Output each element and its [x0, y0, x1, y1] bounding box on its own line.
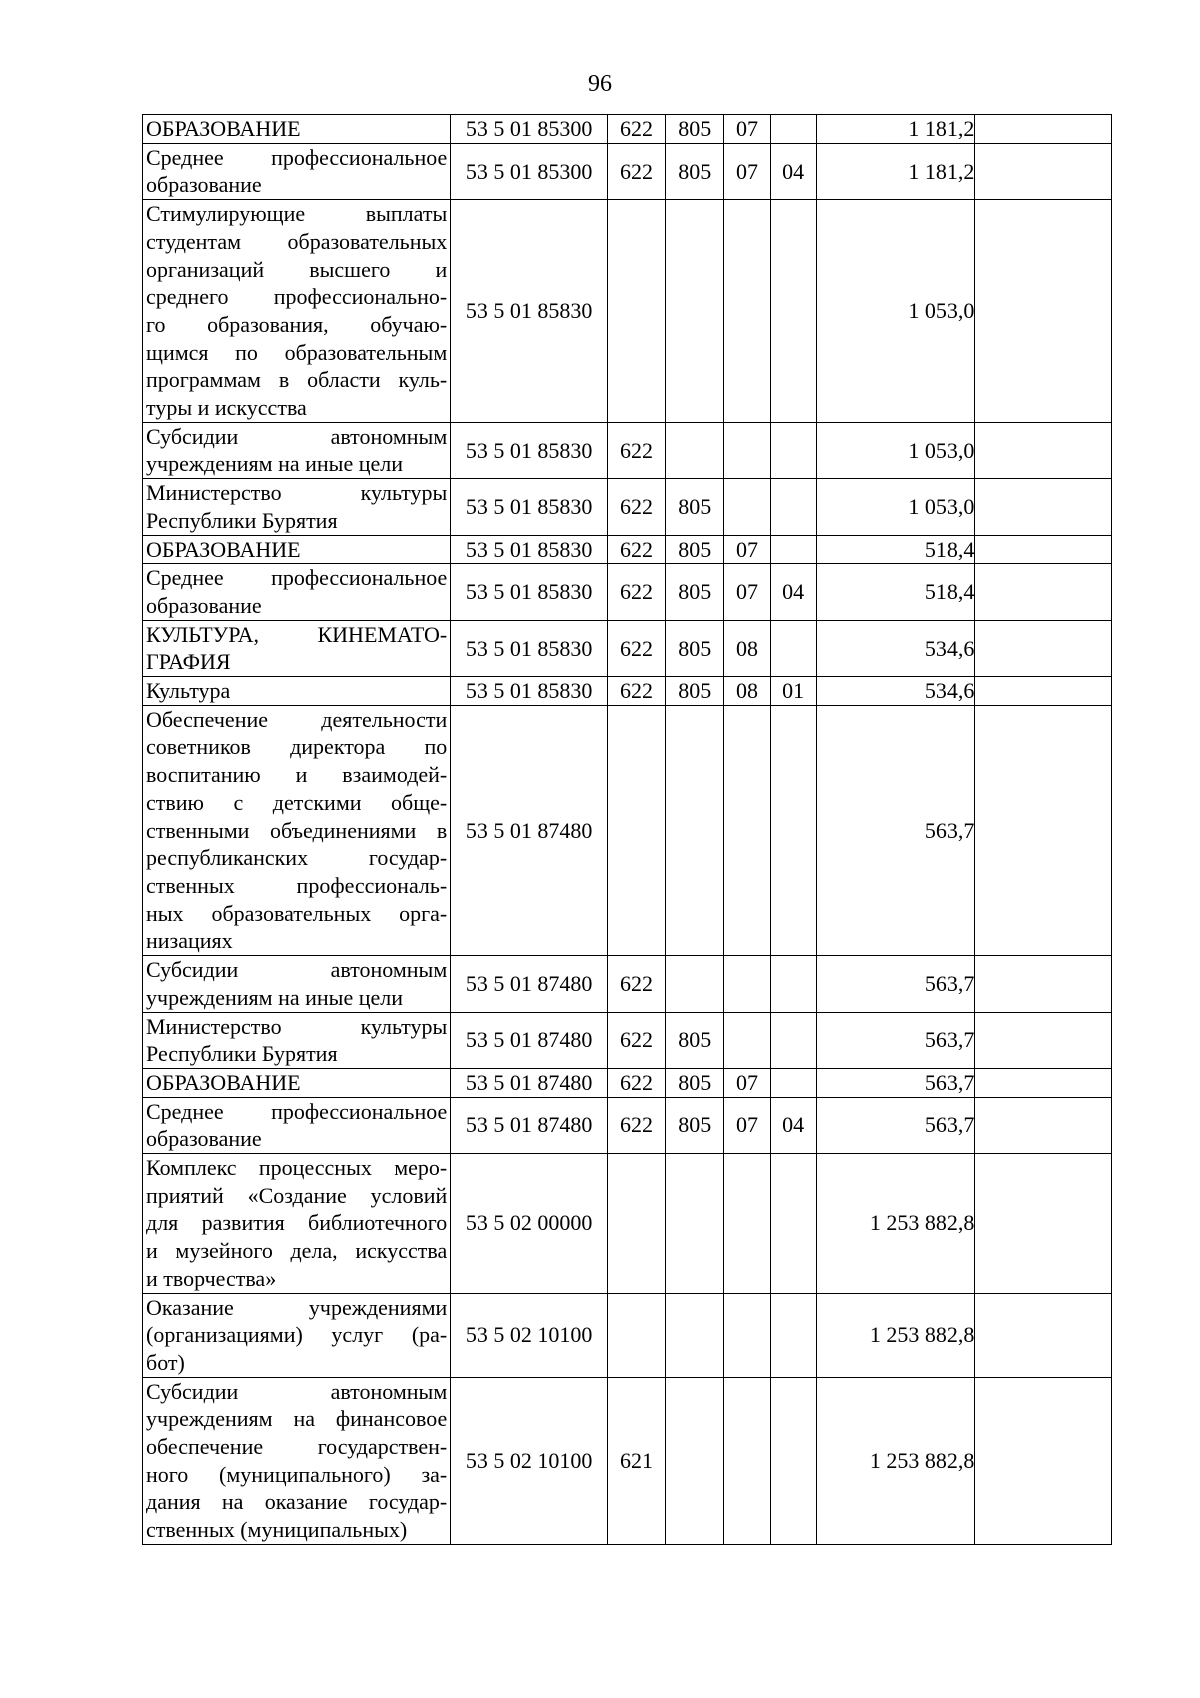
table-row [143, 1097, 1112, 1153]
item-name-line: ОБРАЗОВАНИЕ [146, 1069, 301, 1095]
subsection-cell: 04 [770, 564, 816, 620]
target-article-cell: 53 5 01 87480 [451, 1068, 608, 1097]
item-name-line: учреждениям на финансовое [146, 1406, 448, 1432]
target-article-cell: 53 5 01 85300 [451, 115, 608, 144]
section-cell [724, 705, 770, 955]
section-cell: 08 [724, 620, 770, 676]
empty-cell [975, 677, 1112, 706]
empty-cell [975, 1154, 1112, 1294]
item-name-line: воспитанию и взаимодей- [146, 762, 448, 788]
subsection-cell [770, 1012, 816, 1068]
administrator-code-cell: 805 [666, 115, 724, 144]
administrator-code-cell: 805 [666, 1068, 724, 1097]
item-name-cell [143, 115, 451, 144]
empty-cell [975, 956, 1112, 1012]
item-name-line: Культура [146, 678, 231, 704]
administrator-code-cell [666, 1377, 724, 1544]
item-name-line: и музейного дела, искусства [146, 1238, 448, 1264]
expense-type-cell: 622 [607, 422, 665, 478]
item-name-cell [143, 143, 451, 199]
table-row [143, 535, 1112, 564]
administrator-code-cell [666, 1293, 724, 1377]
administrator-code-cell [666, 422, 724, 478]
amount-cell: 563,7 [816, 1068, 975, 1097]
item-name-line: программам в области куль- [146, 367, 448, 393]
empty-cell [975, 1377, 1112, 1544]
target-article-cell: 53 5 01 87480 [451, 1012, 608, 1068]
amount-cell: 534,6 [816, 620, 975, 676]
section-cell [724, 200, 770, 423]
item-name-line: низациях [146, 928, 233, 954]
subsection-cell [770, 200, 816, 423]
item-name-cell [143, 1012, 451, 1068]
section-cell [724, 1154, 770, 1294]
subsection-cell [770, 115, 816, 144]
target-article-cell: 53 5 02 10100 [451, 1293, 608, 1377]
subsection-cell [770, 1068, 816, 1097]
administrator-code-cell [666, 1154, 724, 1294]
item-name-line: го образования, обучаю- [146, 311, 448, 337]
subsection-cell [770, 479, 816, 535]
expense-type-cell: 622 [607, 620, 665, 676]
empty-cell [975, 535, 1112, 564]
item-name-cell [143, 535, 451, 564]
item-name-line: советников директора по [146, 734, 448, 760]
expense-type-cell [607, 200, 665, 423]
item-name-line: образование [146, 1126, 262, 1152]
section-cell [724, 1012, 770, 1068]
item-name-line: Среднее профессиональное [146, 1098, 448, 1124]
table-row [143, 422, 1112, 478]
empty-cell [975, 422, 1112, 478]
item-name-line: ОБРАЗОВАНИЕ [146, 536, 301, 562]
subsection-cell [770, 956, 816, 1012]
item-name-line: ОБРАЗОВАНИЕ [146, 116, 301, 141]
item-name-line: Комплекс процессных меро- [146, 1155, 448, 1181]
table-row [143, 956, 1112, 1012]
expense-type-cell: 622 [607, 677, 665, 706]
administrator-code-cell [666, 705, 724, 955]
table-row [143, 1012, 1112, 1068]
target-article-cell: 53 5 01 85300 [451, 143, 608, 199]
subsection-cell [770, 1377, 816, 1544]
item-name-cell [143, 620, 451, 676]
section-cell: 07 [724, 1068, 770, 1097]
item-name-cell [143, 200, 451, 423]
target-article-cell: 53 5 01 85830 [451, 200, 608, 423]
administrator-code-cell: 805 [666, 1097, 724, 1153]
subsection-cell [770, 705, 816, 955]
item-name-cell [143, 677, 451, 706]
item-name-line: бот) [146, 1349, 185, 1375]
empty-cell [975, 564, 1112, 620]
target-article-cell: 53 5 01 85830 [451, 677, 608, 706]
administrator-code-cell [666, 200, 724, 423]
item-name-line: (организациями) услуг (ра- [146, 1322, 448, 1348]
item-name-line: Субсидии автономным [146, 957, 448, 983]
item-name-line: КУЛЬТУРА, КИНЕМАТО- [146, 621, 448, 647]
target-article-cell: 53 5 01 85830 [451, 564, 608, 620]
table-row [143, 705, 1112, 955]
item-name-line: Субсидии автономным [146, 1378, 448, 1404]
amount-cell: 563,7 [816, 1012, 975, 1068]
subsection-cell [770, 1293, 816, 1377]
item-name-line: Обеспечение деятельности [146, 706, 448, 732]
amount-cell: 518,4 [816, 564, 975, 620]
empty-cell [975, 1097, 1112, 1153]
empty-cell [975, 200, 1112, 423]
item-name-line: Оказание учреждениями [146, 1294, 448, 1320]
empty-cell [975, 1293, 1112, 1377]
table-row [143, 564, 1112, 620]
table-row [143, 1154, 1112, 1294]
administrator-code-cell: 805 [666, 620, 724, 676]
item-name-line: Среднее профессиональное [146, 144, 448, 170]
expense-type-cell: 622 [607, 115, 665, 144]
subsection-cell [770, 535, 816, 564]
table-row [143, 1068, 1112, 1097]
item-name-line: ствию с детскими обще- [146, 789, 448, 815]
expense-type-cell: 622 [607, 535, 665, 564]
administrator-code-cell: 805 [666, 564, 724, 620]
item-name-cell [143, 422, 451, 478]
target-article-cell: 53 5 02 10100 [451, 1377, 608, 1544]
amount-cell: 563,7 [816, 956, 975, 1012]
item-name-line: республиканских государ- [146, 845, 448, 871]
section-cell: 07 [724, 115, 770, 144]
subsection-cell [770, 620, 816, 676]
expense-type-cell: 622 [607, 956, 665, 1012]
amount-cell: 1 253 882,8 [816, 1154, 975, 1294]
target-article-cell: 53 5 01 85830 [451, 479, 608, 535]
item-name-cell [143, 1097, 451, 1153]
item-name-line: туры и искусства [146, 395, 307, 421]
item-name-cell [143, 1377, 451, 1544]
empty-cell [975, 1068, 1112, 1097]
table-row [143, 200, 1112, 423]
item-name-line: приятий «Создание условий [146, 1182, 448, 1208]
section-cell: 07 [724, 535, 770, 564]
item-name-line: дания на оказание государ- [146, 1489, 448, 1515]
table-row [143, 1293, 1112, 1377]
empty-cell [975, 115, 1112, 144]
expense-type-cell: 622 [607, 1068, 665, 1097]
section-cell [724, 956, 770, 1012]
target-article-cell: 53 5 01 85830 [451, 620, 608, 676]
administrator-code-cell: 805 [666, 677, 724, 706]
expense-type-cell: 622 [607, 479, 665, 535]
item-name-line: Субсидии автономным [146, 423, 448, 449]
amount-cell: 563,7 [816, 705, 975, 955]
item-name-line: обеспечение государствен- [146, 1434, 448, 1460]
amount-cell: 1 053,0 [816, 479, 975, 535]
page-number: 96 [588, 71, 612, 97]
subsection-cell [770, 1154, 816, 1294]
table-row [143, 677, 1112, 706]
subsection-cell: 04 [770, 143, 816, 199]
empty-cell [975, 705, 1112, 955]
amount-cell: 1 181,2 [816, 143, 975, 199]
item-name-cell [143, 705, 451, 955]
amount-cell: 1 053,0 [816, 422, 975, 478]
item-name-line: ных образовательных орга- [146, 900, 448, 926]
item-name-line: учреждениям на иные цели [146, 984, 403, 1010]
item-name-cell [143, 956, 451, 1012]
expense-type-cell: 622 [607, 1097, 665, 1153]
item-name-line: ственных (муниципальных) [146, 1517, 408, 1543]
expense-type-cell: 621 [607, 1377, 665, 1544]
amount-cell: 518,4 [816, 535, 975, 564]
target-article-cell: 53 5 01 85830 [451, 422, 608, 478]
table-row [143, 143, 1112, 199]
section-cell [724, 1293, 770, 1377]
item-name-line: Стимулирующие выплаты [146, 201, 448, 227]
amount-cell: 1 253 882,8 [816, 1293, 975, 1377]
section-cell [724, 1377, 770, 1544]
expense-type-cell: 622 [607, 143, 665, 199]
item-name-line: Министерство культуры [146, 480, 448, 506]
amount-cell: 1 053,0 [816, 200, 975, 423]
amount-cell: 563,7 [816, 1097, 975, 1153]
administrator-code-cell: 805 [666, 479, 724, 535]
section-cell: 07 [724, 143, 770, 199]
administrator-code-cell: 805 [666, 143, 724, 199]
item-name-cell [143, 1293, 451, 1377]
item-name-line: для развития библиотечного [146, 1210, 448, 1236]
item-name-line: и творчества» [146, 1265, 277, 1291]
amount-cell: 1 181,2 [816, 115, 975, 144]
item-name-line: учреждениям на иные цели [146, 451, 403, 477]
amount-cell: 534,6 [816, 677, 975, 706]
item-name-line: Республики Бурятия [146, 507, 338, 533]
subsection-cell [770, 422, 816, 478]
empty-cell [975, 143, 1112, 199]
section-cell [724, 479, 770, 535]
item-name-cell [143, 1068, 451, 1097]
section-cell [724, 422, 770, 478]
item-name-line: ного (муниципального) за- [146, 1461, 448, 1487]
item-name-line: щимся по образовательным [146, 339, 448, 365]
administrator-code-cell: 805 [666, 535, 724, 564]
budget-table [142, 114, 1112, 1545]
item-name-line: ственными объединениями в [146, 817, 448, 843]
target-article-cell: 53 5 02 00000 [451, 1154, 608, 1294]
amount-cell: 1 253 882,8 [816, 1377, 975, 1544]
section-cell: 07 [724, 1097, 770, 1153]
item-name-line: ГРАФИЯ [146, 649, 231, 675]
empty-cell [975, 620, 1112, 676]
table-row [143, 620, 1112, 676]
table-row [143, 115, 1112, 144]
item-name-line: ственных профессиональ- [146, 872, 448, 898]
item-name-line: среднего профессионально- [146, 284, 448, 310]
table-row [143, 1377, 1112, 1544]
item-name-cell [143, 564, 451, 620]
expense-type-cell: 622 [607, 564, 665, 620]
expense-type-cell [607, 1293, 665, 1377]
subsection-cell: 01 [770, 677, 816, 706]
target-article-cell: 53 5 01 87480 [451, 956, 608, 1012]
expense-type-cell [607, 1154, 665, 1294]
subsection-cell: 04 [770, 1097, 816, 1153]
target-article-cell: 53 5 01 85830 [451, 535, 608, 564]
section-cell: 07 [724, 564, 770, 620]
item-name-line: организаций высшего и [146, 256, 448, 282]
item-name-cell [143, 1154, 451, 1294]
empty-cell [975, 1012, 1112, 1068]
administrator-code-cell [666, 956, 724, 1012]
item-name-line: Среднее профессиональное [146, 565, 448, 591]
item-name-line: Республики Бурятия [146, 1041, 338, 1067]
item-name-line: студентам образовательных [146, 228, 448, 254]
item-name-line: образование [146, 592, 262, 618]
table-body [143, 115, 1112, 1545]
empty-cell [975, 479, 1112, 535]
item-name-cell [143, 479, 451, 535]
expense-type-cell [607, 705, 665, 955]
target-article-cell: 53 5 01 87480 [451, 1097, 608, 1153]
table-row [143, 479, 1112, 535]
item-name-line: образование [146, 172, 262, 198]
target-article-cell: 53 5 01 87480 [451, 705, 608, 955]
administrator-code-cell: 805 [666, 1012, 724, 1068]
expense-type-cell: 622 [607, 1012, 665, 1068]
section-cell: 08 [724, 677, 770, 706]
item-name-line: Министерство культуры [146, 1013, 448, 1039]
